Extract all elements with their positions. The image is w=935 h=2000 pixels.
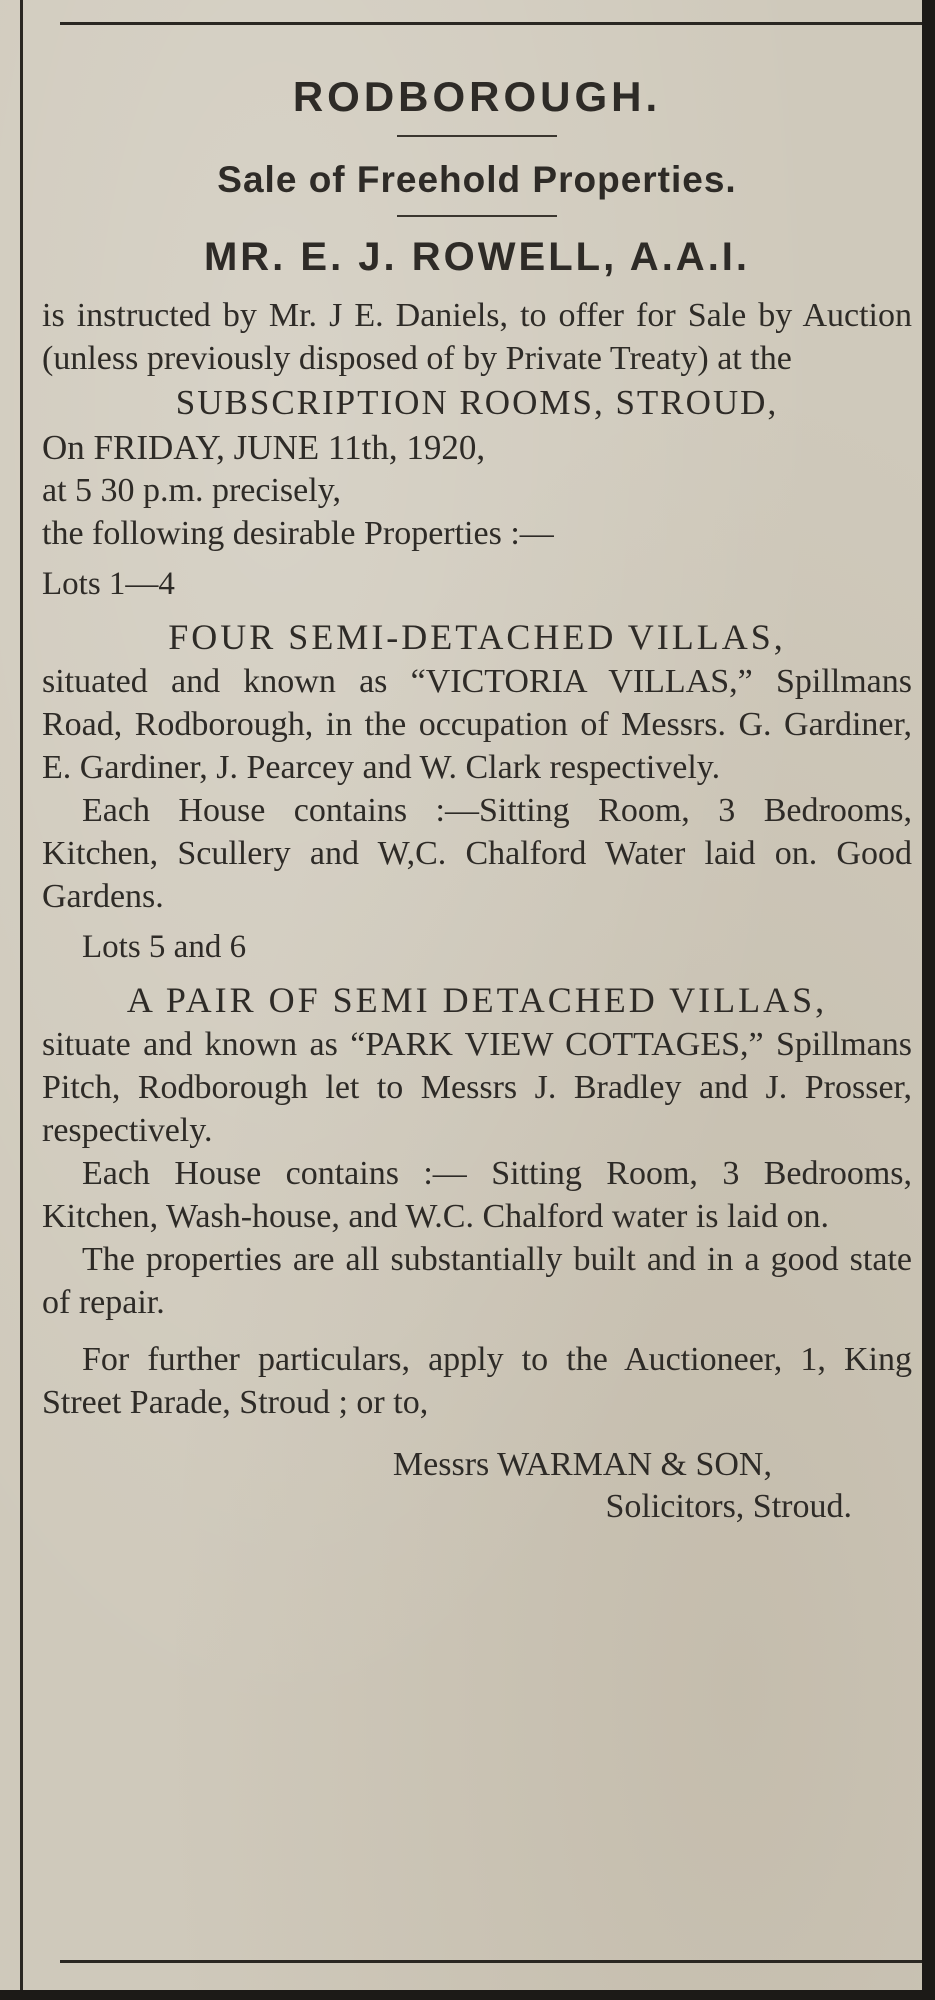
condition-text: The properties are all substantially built and in a good state of repair. [42, 1241, 912, 1321]
headline-sale: Sale of Freehold Properties. [217, 159, 737, 200]
headline-place: RODBOROUGH. [292, 73, 662, 120]
lot-contents: Each House contains :— Sitting Room, 3 Bedrooms, Kitchen, Wash-house, and W.C. Chalford water is laid on. [42, 1155, 912, 1235]
auctioneer-name: MR. E. J. ROWELL, A.A.I. [203, 235, 751, 279]
solicitor-title: Solicitors, Stroud. [605, 1488, 852, 1525]
lot-label: Lots 5 and 6 [82, 929, 247, 965]
lot-heading: FOUR SEMI-DETACHED VILLAS, [168, 617, 786, 657]
lot-contents: Each House contains :—Sitting Room, 3 Bedrooms, Kitchen, Scullery and W,C. Chalford Water laid on. Good Gardens. [42, 792, 912, 915]
column-rule-left [20, 0, 23, 1990]
bottom-divider [60, 1960, 922, 1963]
sale-time: at 5 30 p.m. precisely, [42, 472, 341, 509]
advertisement-column [42, 55, 912, 1526]
lead-text: the following desirable Properties :— [42, 515, 554, 552]
short-divider [397, 215, 557, 217]
short-divider [397, 135, 557, 137]
venue: SUBSCRIPTION ROOMS, STROUD, [175, 383, 779, 422]
particulars-text: For further particulars, apply to the Auctioneer, 1, King Street Parade, Stroud ; or to, [42, 1341, 912, 1421]
top-divider [60, 22, 922, 25]
lot-label: Lots 1—4 [42, 566, 175, 602]
sale-date: On FRIDAY, JUNE 11th, 1920, [42, 428, 486, 467]
lot-description: situate and known as “PARK VIEW COTTAGES,” Spillmans Pitch, Rodborough let to Messrs J. Bradley and J. Prosser, respectively. [42, 1026, 912, 1149]
lot-description: situated and known as “VICTORIA VILLAS,” Spillmans Road, Rodborough, in the occupation of Messrs. G. Gardiner, E. Gardiner, J. Pearcey and W. Clark respectively. [42, 663, 912, 786]
instruction-text: is instructed by Mr. J E. Daniels, to offer for Sale by Auction (unless previously disposed of by Private Treaty) at the [42, 297, 912, 377]
solicitor-name: Messrs WARMAN & SON, [392, 1446, 772, 1483]
lot-heading: A PAIR OF SEMI DETACHED VILLAS, [126, 980, 828, 1020]
